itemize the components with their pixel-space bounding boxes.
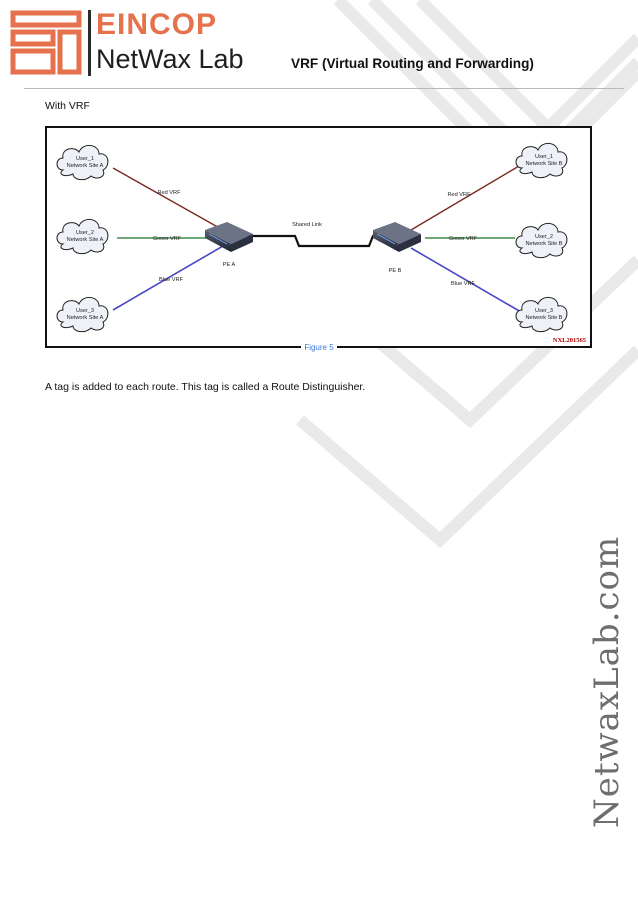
red-vrf-label-left: Red VRF — [157, 190, 181, 196]
shared-link-label: Shared Link — [292, 222, 322, 228]
brand-subtitle: NetWax Lab — [96, 44, 244, 74]
watermark-text: NetwaxLab.com — [587, 535, 627, 828]
router-pe-b-icon — [373, 222, 421, 252]
blue-vrf-label-left: Blue VRF — [159, 277, 183, 283]
site-b-1-name: User_1 — [534, 154, 554, 160]
site-a-3-label: Network Site A — [66, 315, 104, 321]
site-a-1-name: User_1 — [75, 156, 95, 162]
site-b-1-label: Network Site B — [525, 161, 563, 167]
header-divider — [24, 88, 624, 89]
site-b-3-name: User_3 — [534, 308, 554, 314]
logo-divider — [88, 10, 91, 76]
site-a-2-name: User_2 — [75, 230, 95, 236]
document-title: VRF (Virtual Routing and Forwarding) — [291, 56, 534, 71]
brand-name: EINCOP — [96, 8, 218, 41]
site-a-1-label: Network Site A — [66, 163, 104, 169]
figure-caption — [0, 343, 638, 352]
blue-vrf-label-right: Blue VRF — [451, 281, 475, 287]
green-vrf-label-right: Green VRF — [448, 236, 478, 242]
router-pe-a-label: PE A — [222, 262, 236, 268]
vrf-diagram — [45, 126, 592, 348]
red-vrf-link-left — [113, 168, 223, 230]
site-b-2-label: Network Site B — [525, 241, 563, 247]
section-label: With VRF — [45, 100, 90, 112]
site-b-3-label: Network Site B — [525, 315, 563, 321]
vrf-diagram-svg — [47, 128, 590, 346]
figure-caption-text: Figure 5 — [301, 343, 336, 352]
logo-icon — [10, 10, 82, 76]
red-vrf-link-right — [411, 166, 519, 230]
router-pe-b-label: PE B — [388, 268, 402, 274]
site-a-3-name: User_3 — [75, 308, 95, 314]
red-vrf-label-right: Red VRF — [447, 192, 471, 198]
site-a-2-label: Network Site A — [66, 237, 104, 243]
blue-vrf-link-right — [411, 248, 521, 312]
green-vrf-label-left: Green VRF — [152, 236, 182, 242]
router-pe-a-icon — [205, 222, 253, 252]
shared-link — [247, 236, 383, 246]
body-paragraph: A tag is added to each route. This tag is called a Route Distinguisher. — [45, 381, 366, 393]
site-b-2-name: User_2 — [534, 234, 554, 240]
diagram-stamp: NXL201565 — [552, 337, 586, 344]
